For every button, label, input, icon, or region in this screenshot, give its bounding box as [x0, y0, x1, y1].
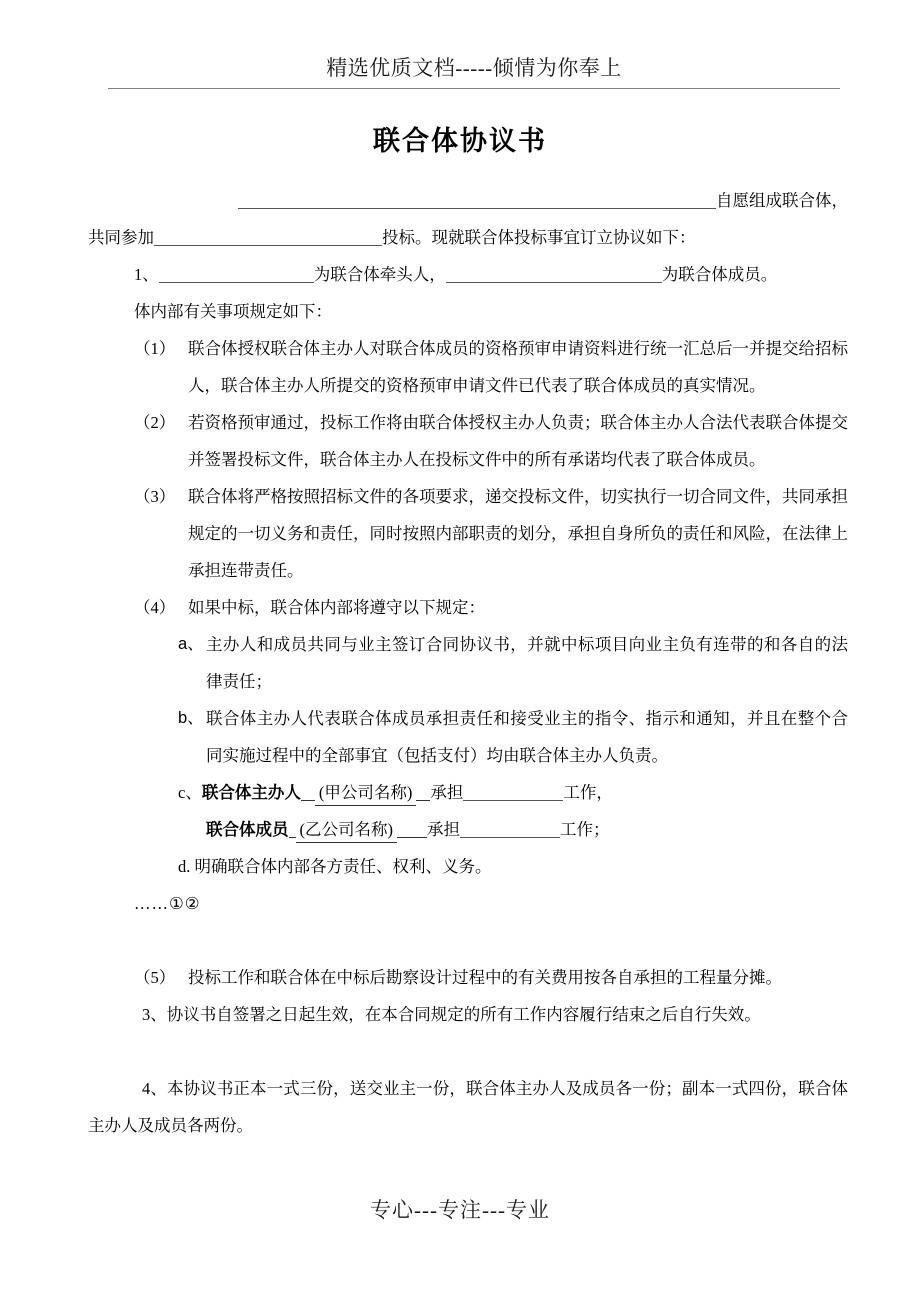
clause-c-underline-pad-3 — [289, 820, 296, 838]
clause-c-underline-pad-2 — [416, 783, 430, 801]
clause-c-mid-2: 承担 — [427, 820, 460, 839]
intro-line-3 — [88, 293, 848, 330]
sub-list-item-text: 主办人和成员共同与业主签订合同协议书，并就中标项目向业主负有连带的和各自的法律责任； — [206, 635, 848, 691]
sub-list-item-text: 联合体主办人代表联合体成员承担责任和接受业主的指令、指示和通知，并且在整个合同实施过程中的全部事宜（包括支付）均由联合体主办人负责。 — [206, 709, 848, 765]
clause-c-tail-1: 工作， — [563, 783, 613, 802]
list-item — [88, 589, 848, 626]
list-item-marker: （2） — [134, 413, 176, 432]
blank-spacer-1 — [88, 922, 848, 959]
list-item-marker: （3） — [134, 487, 176, 506]
list-item-text: 若资格预审通过，投标工作将由联合体授权主办人负责；联合体主办人合法代表联合体提交并签署投标文件，联合体主办人在投标文件中的所有承诺均代表了联合体成员。 — [188, 413, 848, 469]
clause-c-tail-2: 工作； — [560, 820, 610, 839]
list-item-marker: （4） — [134, 598, 176, 617]
clause-c-marker: c、 — [178, 783, 202, 802]
clause-c-label-1: 联合体主办人 — [201, 783, 301, 802]
list-item — [88, 478, 848, 589]
header-watermark-text: 精选优质文档-----倾情为你奉上 — [326, 56, 622, 80]
clause-c-line-2 — [88, 811, 848, 848]
intro-line-2-tail: 投标。现就联合体投标事宜订立协议如下： — [382, 228, 696, 247]
clause-c-underline-pad-1 — [301, 783, 315, 801]
clause-c-fill-1[interactable]: (甲公司名称) — [315, 782, 417, 806]
blank-field-work-1[interactable] — [463, 783, 563, 801]
sub-list-item-marker: a、 — [178, 635, 204, 653]
clause-1 — [88, 256, 848, 293]
page-header — [108, 54, 840, 89]
document-body — [88, 182, 848, 1144]
blank-field-leader[interactable] — [159, 265, 314, 283]
clause-c-fill-2[interactable]: (乙公司名称) — [296, 819, 398, 843]
list-item-text: 投标工作和联合体在中标后勘察设计过程中的有关费用按各自承担的工程量分摊。 — [188, 968, 782, 987]
clause-1-marker: 1、 — [134, 265, 159, 284]
clause-c-underline-pad-4 — [397, 820, 427, 838]
blank-field-member[interactable] — [446, 265, 662, 283]
header-divider — [108, 88, 840, 89]
blank-field-party-names[interactable] — [238, 191, 716, 209]
clause-4: 4、本协议书正本一式三份，送交业主一份，联合体主办人及成员各一份；副本一式四份，联合体主办人及成员各两份。 — [88, 1079, 848, 1135]
list-item-text: 联合体将严格按照招标文件的各项要求，递交投标文件，切实执行一切合同文件，共同承担规定的一切义务和责任，同时按照内部职责的划分，承担自身所负的责任和风险，在法律上承担连带责任。 — [188, 487, 848, 580]
list-item-text: 如果中标，联合体内部将遵守以下规定： — [188, 598, 485, 617]
intro-line-3-text: 体内部有关事项规定如下： — [134, 302, 332, 321]
clause-c-mid-1: 承担 — [430, 783, 464, 802]
clause-d-text: 明确联合体内部各方责任、权利、义务。 — [194, 857, 492, 876]
clause-3: 3、协议书自签署之日起生效，在本合同规定的所有工作内容履行结束之后自行失效。 — [142, 1005, 761, 1024]
intro-line-1 — [88, 182, 848, 219]
clause-1-tail: 为联合体成员。 — [661, 265, 778, 284]
sub-list-item — [88, 626, 848, 700]
intro-line-2-lead: 共同参加 — [88, 228, 154, 247]
intro-line-2 — [88, 219, 848, 256]
blank-spacer-2 — [88, 1033, 848, 1070]
clause-c-label-2: 联合体成员 — [206, 820, 289, 839]
sub-list-item — [88, 700, 848, 774]
clause-1-mid: 为联合体牵头人， — [313, 265, 446, 284]
blank-field-work-2[interactable] — [460, 820, 560, 838]
intro-line-1-tail: 自愿组成联合体， — [716, 191, 848, 210]
sub-list-item-marker: b、 — [178, 709, 204, 727]
list-item-marker: （5） — [134, 968, 176, 987]
list-item-marker: （1） — [134, 339, 176, 358]
list-item — [88, 330, 848, 404]
list-item-text: 联合体授权联合体主办人对联合体成员的资格预审申请资料进行统一汇总后一并提交给招标人，联合体主办人所提交的资格预审申请文件已代表了联合体成员的真实情况。 — [188, 339, 848, 395]
clause-d-marker: d. — [178, 857, 191, 876]
ellipsis-line: ……①② — [134, 894, 201, 913]
page-footer-text: 专心---专注---专业 — [370, 1198, 550, 1222]
list-item — [88, 404, 848, 478]
clause-d — [88, 848, 848, 885]
page-title: 联合体协议书 — [373, 126, 547, 156]
list-item — [88, 959, 848, 996]
clause-c-line-1 — [88, 774, 848, 811]
blank-field-project-name[interactable] — [154, 228, 382, 246]
